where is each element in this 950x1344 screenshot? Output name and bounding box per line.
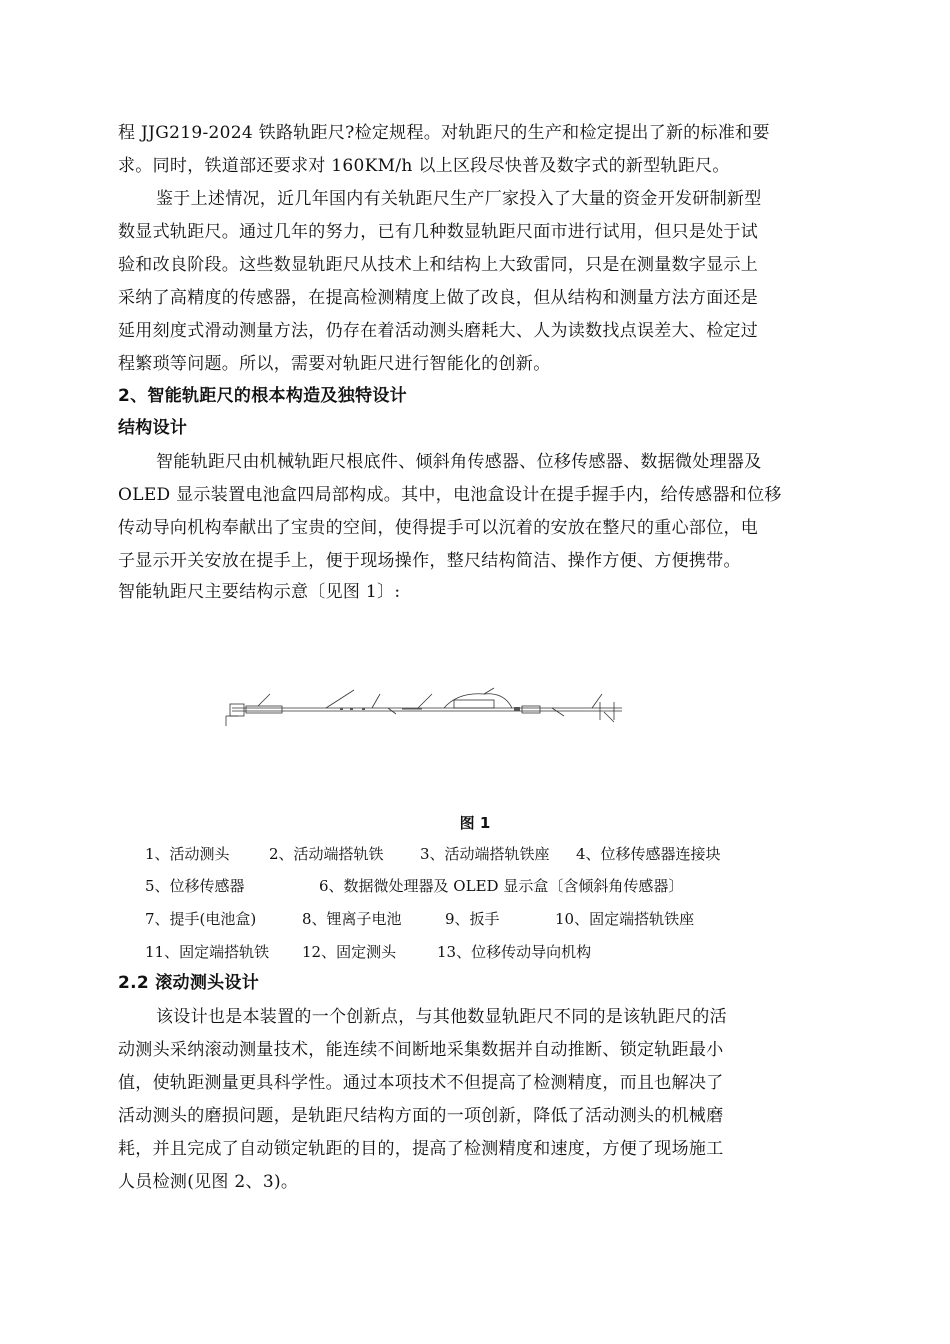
legend-item: 10、固定端搭轨铁座 xyxy=(555,910,695,928)
figure-caption: 图 1 xyxy=(459,814,491,832)
paragraph3-line-4: 子显示开关安放在提手上，便于现场操作，整尺结构简洁、操作方便、方便携带。 xyxy=(118,551,741,571)
legend-item: 7、提手(电池盒) xyxy=(145,910,257,928)
paragraph2-line-5: 延用刻度式滑动测量方法，仍存在着活动测头磨耗大、人为读数找点误差大、检定过 xyxy=(118,321,759,341)
paragraph4-line-1: 该设计也是本装置的一个创新点，与其他数显轨距尺不同的是该轨距尺的活 xyxy=(156,1007,727,1027)
legend-item: 11、固定端搭轨铁 xyxy=(145,943,270,961)
legend-item: 4、位移传感器连接块 xyxy=(576,845,721,863)
paragraph4-line-2: 动测头采纳滚动测量技术，能连续不间断地采集数据并自动推断、锁定轨距最小 xyxy=(118,1040,724,1060)
paragraph3-line-1: 智能轨距尺由机械轨距尺根底件、倾斜角传感器、位移传感器、数据微处理器及 xyxy=(156,452,762,472)
legend-item: 3、活动端搭轨铁座 xyxy=(420,845,550,863)
legend-item: 12、固定测头 xyxy=(302,943,397,961)
legend-item: 5、位移传感器 xyxy=(145,877,245,895)
legend-item: 9、扳手 xyxy=(445,910,500,928)
paragraph4-line-3: 值，使轨距测量更具科学性。通过本项技术不但提高了检测精度，而且也解决了 xyxy=(118,1073,724,1093)
paragraph2-line-2: 数显式轨距尺。通过几年的努力，已有几种数显轨距尺面市进行试用，但只是处于试 xyxy=(118,222,759,242)
paragraph2-line-6: 程繁琐等问题。所以，需要对轨距尺进行智能化的创新。 xyxy=(118,354,551,374)
paragraph4-line-4: 活动测头的磨损问题，是轨距尺结构方面的一项创新，降低了活动测头的机械磨 xyxy=(118,1106,724,1126)
legend-item: 13、位移传动导向机构 xyxy=(437,943,592,961)
legend-item: 1、活动测头 xyxy=(145,845,230,863)
section-heading-2: 2、智能轨距尺的根本构造及独特设计 xyxy=(118,386,407,406)
track-gauge-schematic-figure xyxy=(222,686,632,734)
paragraph3-line-2: OLED 显示装置电池盒四局部构成。其中，电池盒设计在提手握手内，给传感器和位移 xyxy=(118,485,782,505)
paragraph2-line-4: 采纳了高精度的传感器，在提高检测精度上做了改良，但从结构和测量方法方面还是 xyxy=(118,288,759,308)
paragraph1-line-2: 求。同时，铁道部还要求对 160KM/h 以上区段尽快普及数字式的新型轨距尺。 xyxy=(118,156,730,176)
paragraph4-line-5: 耗，并且完成了自动锁定轨距的目的，提高了检测精度和速度，方便了现场施工 xyxy=(118,1139,724,1159)
legend-item: 2、活动端搭轨铁 xyxy=(269,845,384,863)
legend-item: 6、数据微处理器及 OLED 显示盒〔含倾斜角传感器〕 xyxy=(319,877,684,895)
legend-item: 8、锂离子电池 xyxy=(302,910,402,928)
paragraph3-line-3: 传动导向机构奉献出了宝贵的空间，使得提手可以沉着的安放在整尺的重心部位，电 xyxy=(118,518,759,538)
roll-heading: 2.2 滚动测头设计 xyxy=(118,973,260,993)
figure-intro: 智能轨距尺主要结构示意〔见图 1〕: xyxy=(118,582,401,602)
paragraph2-line-3: 验和改良阶段。这些数显轨距尺从技术上和结构上大致雷同，只是在测量数字显示上 xyxy=(118,255,759,275)
paragraph2-line-1: 鉴于上述情况，近几年国内有关轨距尺生产厂家投入了大量的资金开发研制新型 xyxy=(156,189,762,209)
paragraph1-line-1: 程 JJG219-2024 铁路轨距尺?检定规程。对轨距尺的生产和检定提出了新的标准和要 xyxy=(118,123,770,143)
structure-heading: 结构设计 xyxy=(118,418,188,438)
paragraph4-line-6: 人员检测(见图 2、3)。 xyxy=(118,1172,299,1192)
